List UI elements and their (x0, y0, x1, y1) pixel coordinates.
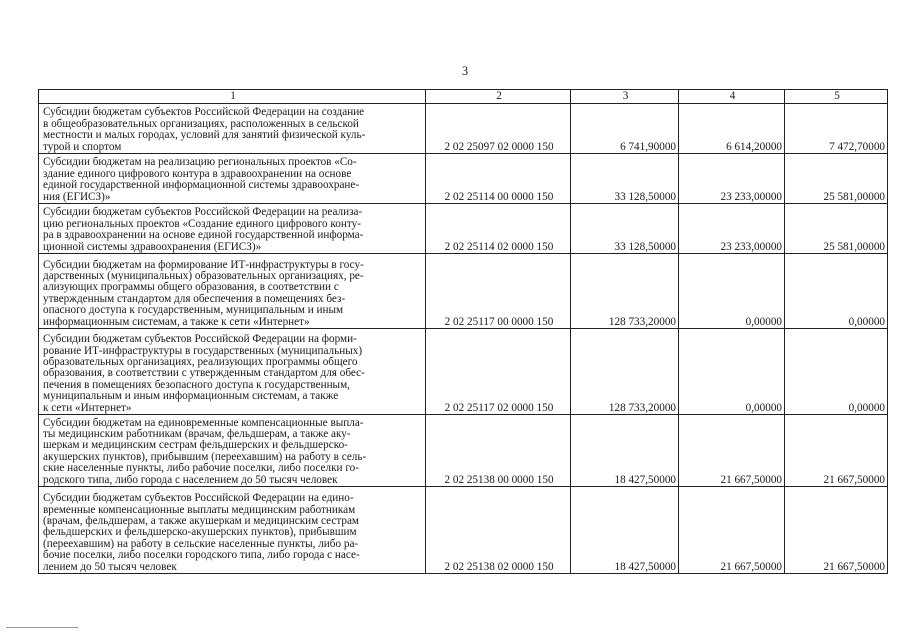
subsidies-table (38, 89, 888, 574)
row-value-col3: 18 427,50000 (571, 415, 679, 487)
table-row (39, 415, 888, 487)
row-value-col4: 21 667,50000 (679, 487, 785, 574)
row-description: Субсидии бюджетам на единовременные компенсационные выпла- ты медицинским работникам (врачам, фельдшерам, а также аку- шеркам и медицинским сестрам фельдшерских и фельдшерско- акушерских пунктов), прибывшим (переехавшим) на работу в сель- ские населенные пункты, либо рабочие поселки, либо поселки го- родского типа, либо города с населением до 50 тысяч человек (39, 415, 426, 487)
row-value-col3: 128 733,20000 (571, 254, 679, 329)
row-code: 2 02 25117 02 0000 150 (426, 329, 571, 415)
row-value-col4: 23 233,00000 (679, 154, 785, 204)
row-value-col5: 21 667,50000 (785, 487, 888, 574)
table-row (39, 154, 888, 204)
row-code: 2 02 25138 00 0000 150 (426, 415, 571, 487)
table-row (39, 204, 888, 254)
col-header-5: 5 (785, 90, 888, 104)
row-value-col5: 7 472,70000 (785, 104, 888, 154)
row-value-col3: 18 427,50000 (571, 487, 679, 574)
row-description: Субсидии бюджетам субъектов Российской Федерации на создание в общеобразовательных организациях, расположенных в сельской местности и малых городах, условий для занятий физической куль- турой и спортом (39, 104, 426, 154)
row-value-col5: 25 581,00000 (785, 154, 888, 204)
row-value-col5: 0,00000 (785, 329, 888, 415)
row-value-col5: 0,00000 (785, 254, 888, 329)
col-header-1: 1 (39, 90, 426, 104)
row-code: 2 02 25117 00 0000 150 (426, 254, 571, 329)
row-code: 2 02 25097 02 0000 150 (426, 104, 571, 154)
row-value-col3: 6 741,90000 (571, 104, 679, 154)
row-description: Субсидии бюджетам субъектов Российской Федерации на форми- рование ИТ-инфраструктуры в государственных (муниципальных) образовательных организациях, реализующих программы общего образования, в соответствии с утвержденным стандартом для обес- печения в помещениях безопасного доступа к государственным, муниципальным и иным информационным системам, а также к сети «Интернет» (39, 329, 426, 415)
row-value-col5: 25 581,00000 (785, 204, 888, 254)
table-row (39, 254, 888, 329)
row-description: Субсидии бюджетам на реализацию региональных проектов «Со- здание единого цифрового контура в здравоохранении на основе единой государственной информационной системы здравоохране- ния (ЕГИСЗ)» (39, 154, 426, 204)
col-header-3: 3 (571, 90, 679, 104)
row-code: 2 02 25114 02 0000 150 (426, 204, 571, 254)
page-number: 3 (461, 64, 469, 78)
table-row (39, 487, 888, 574)
row-value-col4: 23 233,00000 (679, 204, 785, 254)
row-description: Субсидии бюджетам на формирование ИТ-инфраструктуры в госу- дарственных (муниципальных) образовательных организациях, ре- ализующих программы общего образования, в соответствии с утвержденным стандартом для обеспечения в помещениях без- опасного доступа к государственным, муниципальным и иным информационным системам, а также к сети «Интернет» (39, 254, 426, 329)
row-value-col4: 6 614,20000 (679, 104, 785, 154)
row-value-col3: 33 128,50000 (571, 154, 679, 204)
table-row (39, 104, 888, 154)
col-header-2: 2 (426, 90, 571, 104)
row-value-col4: 0,00000 (679, 329, 785, 415)
row-code: 2 02 25114 00 0000 150 (426, 154, 571, 204)
row-value-col3: 33 128,50000 (571, 204, 679, 254)
col-header-4: 4 (679, 90, 785, 104)
row-code: 2 02 25138 02 0000 150 (426, 487, 571, 574)
table-row (39, 329, 888, 415)
header-row (39, 90, 888, 104)
row-value-col3: 128 733,20000 (571, 329, 679, 415)
row-description: Субсидии бюджетам субъектов Российской Федерации на реализа- цию региональных проектов «Создание единого цифрового конту- ра в здравоохранении на основе единой государственной информа- ционной системы здравоохранения (ЕГИСЗ)» (39, 204, 426, 254)
row-value-col4: 0,00000 (679, 254, 785, 329)
row-description: Субсидии бюджетам субъектов Российской Федерации на едино- временные компенсационные выплаты медицинским работникам (врачам, фельдшерам, а также акушеркам и медицинским сестрам фельдшерских и фельдшерско-акушерских пунктов), прибывшим (переехавшим) на работу в сельские населенные пункты, либо ра- бочие поселки, либо поселки городского типа, либо города с насе- лением до 50 тысяч человек (39, 487, 426, 574)
row-value-col5: 21 667,50000 (785, 415, 888, 487)
row-value-col4: 21 667,50000 (679, 415, 785, 487)
footer-rule (6, 627, 78, 628)
